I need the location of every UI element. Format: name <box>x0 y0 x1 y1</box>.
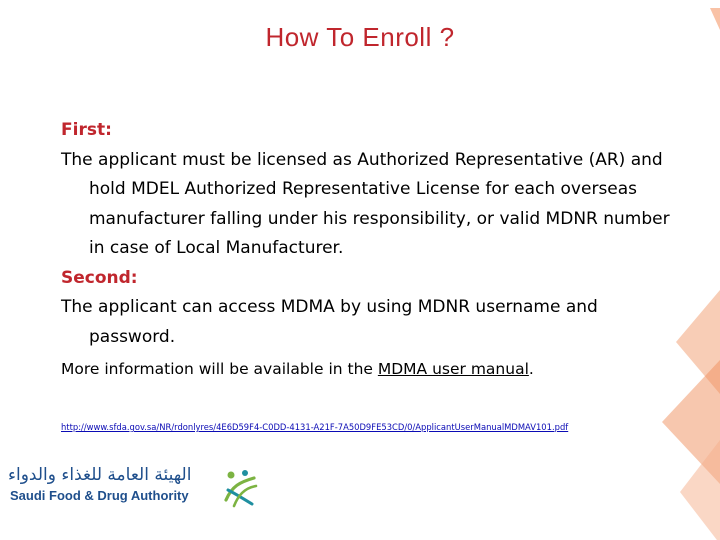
first-label: First: <box>61 120 112 140</box>
more-info-paragraph <box>61 355 671 385</box>
slide-content <box>61 116 671 385</box>
first-paragraph: The applicant must be licensed as Authorized Representative (AR) and hold MDEL Authorized Representative License for each overseas manufacturer falling under his responsibility, or valid MDNR number in case of Local Manufacturer. <box>61 149 670 258</box>
second-paragraph: The applicant can access MDMA by using MDNR username and password. <box>61 297 598 347</box>
more-info-suffix: . <box>528 360 534 378</box>
sfda-logo <box>8 464 248 510</box>
more-info-prefix: More information will be available in the <box>61 360 378 378</box>
sfda-logo-icon <box>222 468 258 508</box>
decorative-chevron <box>680 440 720 540</box>
second-label: Second: <box>61 267 138 288</box>
slide-title: How To Enroll ? <box>265 22 455 52</box>
mdma-user-manual-link[interactable]: MDMA user manual <box>377 360 529 378</box>
logo-english-name: Saudi Food & Drug Authority <box>10 488 189 503</box>
logo-arabic-name: الهيئة العامة للغذاء والدواء <box>8 465 192 485</box>
manual-url-link[interactable]: http://www.sfda.gov.sa/NR/rdonlyres/4E6D59F4-C0DD-4131-A21F-7A50D9FE53CD/0/ApplicantUserManualMDMAV101.pdf <box>61 422 569 432</box>
